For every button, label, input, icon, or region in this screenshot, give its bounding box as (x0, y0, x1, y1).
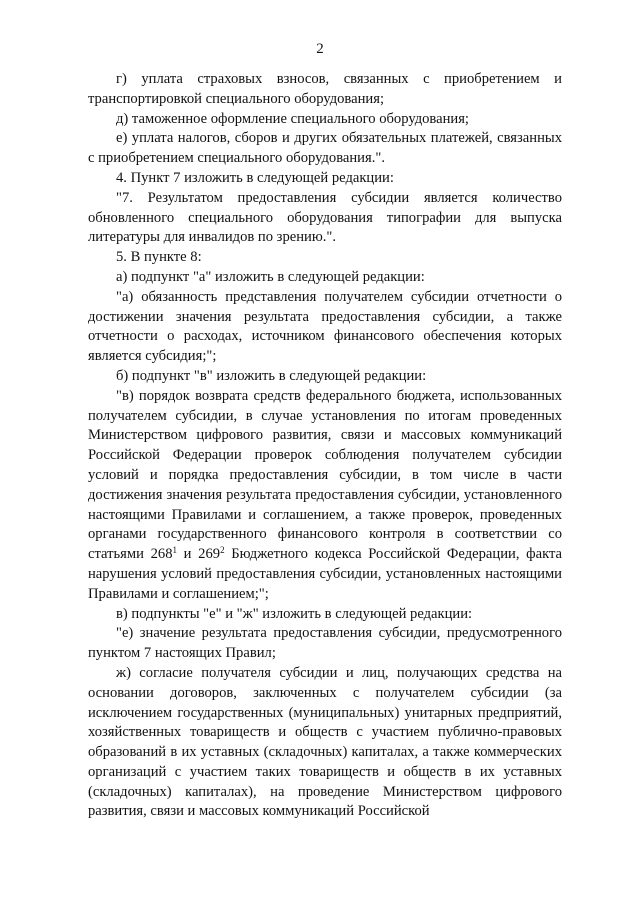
paragraph-e: е) уплата налогов, сборов и других обязательных платежей, связанных с приобретением специального оборудования.". (88, 130, 562, 167)
paragraph-v-text-before: "в) порядок возврата средств федерального бюджета, использованных получателем субсидии, в случае установления по итогам проведенных Министерством цифрового развития, связи и массовых коммуникаций Российской Федерации проверок соблюдения получателем субсидии условий и порядка предоставления субсидии, в том числе в части достижения значения результата предоставления субсидии, установленного настоящими Правилами и соглашением, а также проверок, проведенных органами государственного финансового контроля в соответствии со статьями 268 (88, 387, 562, 563)
paragraph-subpoint-b-intro: б) подпункт "в" изложить в следующей редакции: (116, 367, 427, 384)
paragraph-subpoint-v-text (88, 387, 562, 605)
paragraph-v-text-after: Бюджетного кодекса Российской Федерации, факта нарушения условий предоставления субсидии, установленных настоящими Правилами и соглашением;"; (88, 546, 563, 602)
paragraph-subpoints-e-zh-intro: в) подпункты "е" и "ж" изложить в следующей редакции: (116, 605, 473, 622)
paragraph-subpoint-a-text: "а) обязанность представления получателем субсидии отчетности о достижении значения результата предоставления субсидии, а также отчетности о расходах, источником финансового обеспечения которых является субсидия;"; (88, 288, 562, 365)
paragraph-g: г) уплата страховых взносов, связанных с приобретением и транспортировкой специального оборудования; (88, 71, 562, 107)
page-number: 2 (316, 41, 324, 57)
paragraph-d: д) таможенное оформление специального оборудования; (116, 110, 469, 127)
superscript-2: 2 (220, 545, 225, 556)
paragraph-v-text-middle: и 269 (177, 546, 221, 563)
paragraph-subpoint-a-intro: а) подпункт "а" изложить в следующей редакции: (116, 268, 425, 285)
paragraph-subpoint-zh-text: ж) согласие получателя субсидии и лиц, получающих средства на основании договоров, заключенных с получателем субсидии (за исключением государственных (муниципальных) унитарных предприятий, хозяйственных товариществ и обществ с участием публично-правовых образований в их уставных (складочных) капиталах, а также коммерческих организаций с участием таких товариществ и обществ в их уставных (складочных) капиталах), на проведение Министерством цифрового развития, связи и массовых коммуникаций Российской (88, 664, 562, 820)
superscript-1: 1 (172, 545, 177, 556)
paragraph-point-4: 4. Пункт 7 изложить в следующей редакции: (116, 169, 394, 186)
paragraph-point-7-text: "7. Результатом предоставления субсидии является количество обновленного специального оборудования типографии для выпуска литературы для инвалидов по зрению.". (88, 189, 562, 246)
paragraph-point-5: 5. В пункте 8: (116, 249, 202, 266)
document-body (88, 70, 562, 822)
paragraph-subpoint-e-text: "е) значение результата предоставления субсидии, предусмотренного пунктом 7 настоящих Правил; (88, 625, 562, 662)
